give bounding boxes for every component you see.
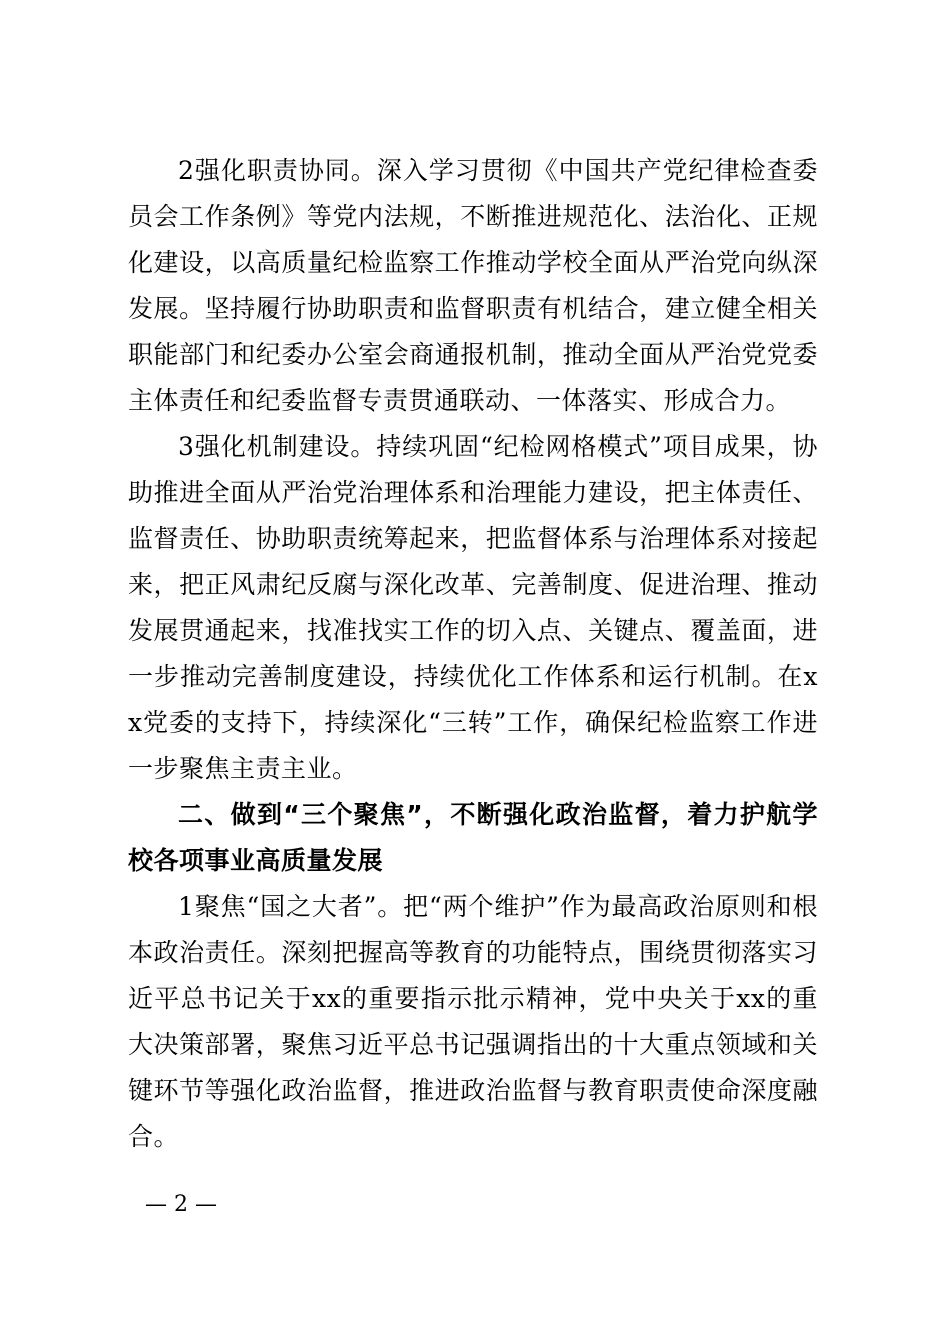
- paragraph-strengthen-mechanism: 3强化机制建设。持续巩固“纪检网格模式”项目成果，协助推进全面从严治党治理体系和治理能力建设，把主体责任、监督责任、协助职责统筹起来，把监督体系与治理体系对接起来，把正风肃纪反腐与深化改革、完善制度、促进治理、推动发展贯通起来，找准找实工作的切入点、关键点、覆盖面，进一步推动完善制度建设，持续优化工作体系和运行机制。在xx党委的支持下，持续深化“三转”工作，确保纪检监察工作进一步聚焦主责主业。: [128, 432, 818, 783]
- paragraph-focus-national: 1聚焦“国之大者”。把“两个维护”作为最高政治原则和根本政治责任。深刻把握高等教育的功能特点，围绕贯彻落实习近平总书记关于xx的重要指示批示精神，党中央关于xx的重大决策部署，聚焦习近平总书记强调指出的十大重点领域和关键环节等强化政治监督，推进政治监督与教育职责使命深度融合。: [128, 892, 818, 1151]
- section-heading-two: 二、做到“三个聚焦”，不断强化政治监督，着力护航学校各项事业高质量发展: [128, 800, 818, 875]
- document-body: [128, 148, 818, 1160]
- page-number: — 2 —: [145, 1192, 217, 1217]
- paragraph-strengthen-coordination: 2强化职责协同。深入学习贯彻《中国共产党纪律检查委员会工作条例》等党内法规，不断推进规范化、法治化、正规化建设，以高质量纪检监察工作推动学校全面从严治党向纵深发展。坚持履行协助职责和监督职责有机结合，建立健全相关职能部门和纪委办公室会商通报机制，推动全面从严治党党委主体责任和纪委监督专责贯通联动、一体落实、形成合力。: [128, 156, 818, 415]
